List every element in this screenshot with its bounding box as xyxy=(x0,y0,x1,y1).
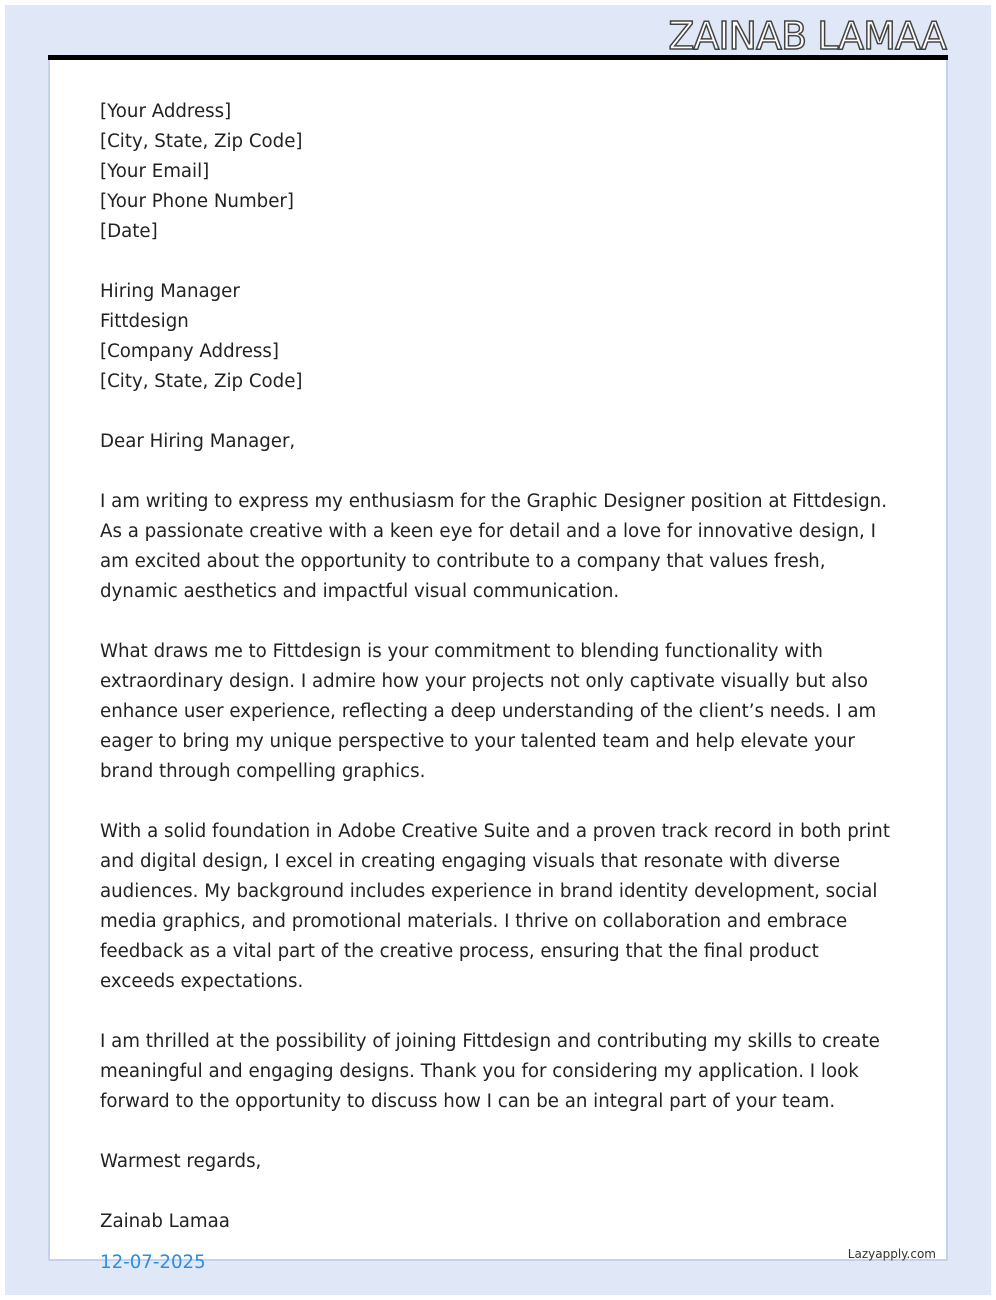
recipient-address: [Company Address] xyxy=(100,341,279,362)
footer-date: 12-07-2025 xyxy=(100,1252,206,1273)
sender-email: [Your Email] xyxy=(100,161,210,182)
recipient-block xyxy=(100,277,892,397)
sender-address: [Your Address] xyxy=(100,101,232,122)
closing-phrase: Warmest regards, xyxy=(100,1151,262,1172)
paragraph-motivation: What draws me to Fittdesign is your commitment to blending functionality with extraordinary design. I admire how your projects not only captivate visually but also enhance user experience, reflecting a deep understanding of the client’s needs. I am eager to bring my unique perspective to your talented team and help elevate your brand through compelling graphics. xyxy=(100,641,877,782)
recipient-title: Hiring Manager xyxy=(100,281,240,302)
paragraph-closing: I am thrilled at the possibility of joining Fittdesign and contributing my skills to create meaningful and engaging designs. Thank you for considering my application. I look forward to the opportunity to discuss how I can be an integral part of your team. xyxy=(100,1031,880,1112)
signature-name: Zainab Lamaa xyxy=(100,1211,230,1232)
paragraph-intro: I am writing to express my enthusiasm for the Graphic Designer position at Fittdesign. As a passionate creative with a keen eye for detail and a love for innovative design, I am excited about the opportunity to contribute to a company that values fresh, dynamic aesthetics and impactful visual communication. xyxy=(100,491,887,602)
watermark-text: Lazyapply.com xyxy=(847,1247,936,1261)
sender-block xyxy=(100,97,892,247)
recipient-city-state-zip: [City, State, Zip Code] xyxy=(100,371,303,392)
salutation: Dear Hiring Manager, xyxy=(100,431,296,452)
recipient-company: Fittdesign xyxy=(100,311,189,332)
sender-date: [Date] xyxy=(100,221,158,242)
header-name: ZAINAB LAMAA xyxy=(668,14,946,58)
paragraph-experience: With a solid foundation in Adobe Creative Suite and a proven track record in both print and digital design, I excel in creating engaging visuals that resonate with diverse audiences. My background includes experience in brand identity development, social media graphics, and promotional materials. I thrive on collaboration and embrace feedback as a vital part of the creative process, ensuring that the final product exceeds expectations. xyxy=(100,821,890,992)
sender-phone: [Your Phone Number] xyxy=(100,191,294,212)
letter-body xyxy=(100,97,892,1267)
sender-city-state-zip: [City, State, Zip Code] xyxy=(100,131,303,152)
